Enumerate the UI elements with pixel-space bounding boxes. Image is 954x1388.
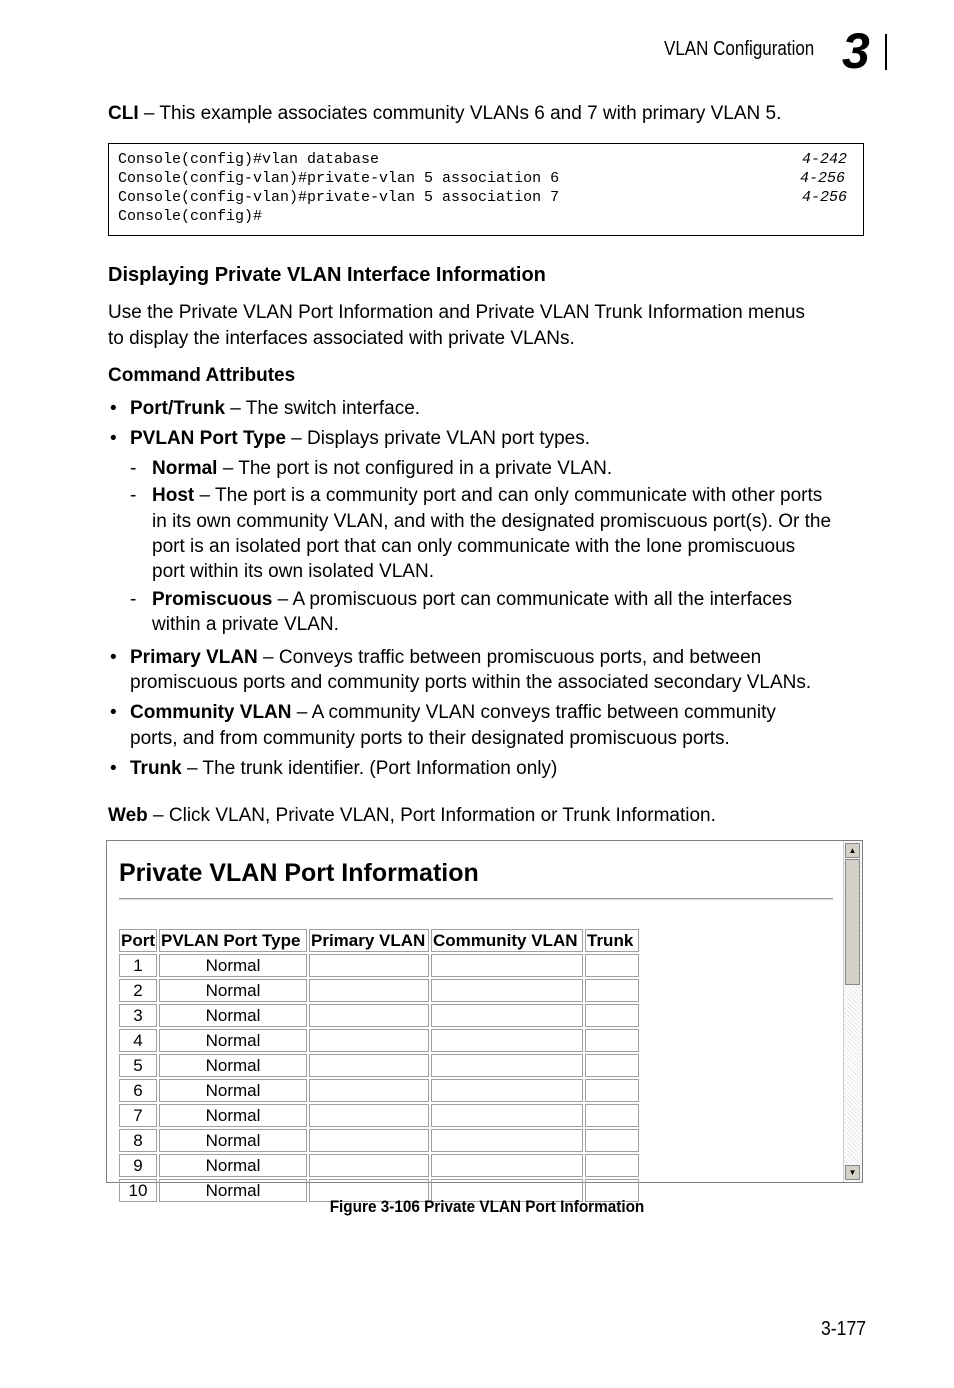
title-divider [119,898,833,900]
attr-desc: – Conveys traffic between promiscuous ports, and between [257,647,762,668]
table-row [119,1004,639,1027]
col-header-primary-vlan: Primary VLAN [309,929,429,952]
table-cell [309,954,429,977]
table-cell [431,954,583,977]
table-cell [431,1079,583,1102]
attr-desc: – Displays private VLAN port types. [285,428,591,449]
table-cell [309,1079,429,1102]
table-cell [431,1154,583,1177]
table-cell [309,979,429,1002]
table-cell [585,1054,639,1077]
table-cell [431,979,583,1002]
col-header-trunk: Trunk [585,929,639,952]
code-line: Console(config-vlan)#private-vlan 5 association 6 [118,170,560,187]
dash-icon: - [130,458,137,479]
attr-term: Promiscuous [152,589,273,610]
code-block [108,143,864,236]
attr-term: Port/Trunk [130,398,226,419]
dash-icon: - [130,589,137,610]
attr-community-line: ports, and from community ports to their designated promiscuous ports. [130,728,730,749]
chapter-number: 3 [842,23,870,79]
table-row [119,1029,639,1052]
table-cell: Normal [159,1104,307,1127]
table-cell: Normal [159,1029,307,1052]
code-line: Console(config-vlan)#private-vlan 5 association 7 [118,189,560,206]
scroll-down-icon[interactable]: ▼ [845,1165,860,1180]
table-cell: Normal [159,1154,307,1177]
table-cell: Normal [159,954,307,977]
table-cell: 5 [119,1054,157,1077]
table-cell: 2 [119,979,157,1002]
attr-term: Host [152,485,195,506]
figure-caption: Figure 3-106 Private VLAN Port Information [329,1197,645,1216]
intro-line-2: to display the interfaces associated with private VLANs. [108,328,575,349]
attr-desc: – A community VLAN conveys traffic between community [291,702,776,723]
attr-promiscuous-line: within a private VLAN. [152,614,339,635]
table-cell: Normal [159,1054,307,1077]
attr-host [152,483,822,509]
section-title: Displaying Private VLAN Interface Information [108,264,546,286]
intro-line-1: Use the Private VLAN Port Information and Private VLAN Trunk Information menus [108,302,805,323]
table-cell [585,954,639,977]
attr-desc: – The switch interface. [225,398,421,419]
table-header-row [119,929,639,952]
cli-text: – This example associates community VLANs 6 and 7 with primary VLAN 5. [138,103,782,124]
table-cell: 4 [119,1029,157,1052]
table-cell [585,1004,639,1027]
web-label: Web [108,805,148,826]
web-text: – Click VLAN, Private VLAN, Port Information or Trunk Information. [147,805,716,826]
code-line: Console(config)# [118,208,263,225]
attr-desc: – The trunk identifier. (Port Information only) [181,758,558,779]
attr-primary-vlan [130,645,761,671]
table-row [119,979,639,1002]
table-cell [585,1104,639,1127]
vertical-scrollbar[interactable] [843,841,862,1182]
attr-primary-line: promiscuous ports and community ports within the associated secondary VLANs. [130,672,812,693]
table-cell: 1 [119,954,157,977]
cli-paragraph [108,101,781,127]
table-cell [309,1104,429,1127]
code-reference: 4-242 [801,151,847,168]
table-cell [431,1104,583,1127]
table-cell: 8 [119,1129,157,1152]
attr-desc: – A promiscuous port can communicate with all the interfaces [272,589,792,610]
table-cell: 7 [119,1104,157,1127]
page-number: 3-177 [821,1318,867,1340]
header-rule [885,34,887,70]
attr-desc: – The port is not configured in a private VLAN. [217,458,613,479]
table-cell: Normal [159,979,307,1002]
code-reference: 4-256 [799,170,845,187]
table-cell [431,1004,583,1027]
bullet-icon: • [110,428,117,449]
table-cell: Normal [159,1079,307,1102]
table-row [119,1054,639,1077]
running-header: VLAN Configuration [664,38,815,60]
table-cell: Normal [159,1129,307,1152]
attr-term: Primary VLAN [130,647,258,668]
table-cell: 3 [119,1004,157,1027]
web-paragraph [108,803,716,829]
table-row [119,1154,639,1177]
attributes-title: Command Attributes [108,365,296,386]
table-cell [585,1129,639,1152]
bullet-icon: • [110,647,117,668]
cli-label: CLI [108,103,139,124]
table-cell [585,1154,639,1177]
table-cell [585,979,639,1002]
attr-trunk [130,756,557,782]
table-cell [431,1054,583,1077]
attr-normal [152,456,612,482]
table-cell [585,1079,639,1102]
attr-desc: – The port is a community port and can only communicate with other ports [194,485,823,506]
code-reference: 4-256 [801,189,847,206]
attr-host-line: port within its own isolated VLAN. [152,561,434,582]
port-info-table [117,927,641,1204]
attr-term: Normal [152,458,218,479]
table-cell: 10 [119,1179,157,1202]
table-row [119,954,639,977]
attr-community-vlan [130,700,776,726]
screen-title: Private VLAN Port Information [119,859,479,887]
table-cell [309,1054,429,1077]
bullet-icon: • [110,758,117,779]
attr-port-trunk [130,396,420,422]
table-cell [309,1129,429,1152]
attr-promiscuous [152,587,792,613]
attr-term: Community VLAN [130,702,292,723]
table-cell [309,1004,429,1027]
table-cell [309,1029,429,1052]
table-row [119,1079,639,1102]
table-cell: Normal [159,1004,307,1027]
attr-host-line: port is an isolated port that can only communicate with the lone promiscuous [152,536,796,557]
bullet-icon: • [110,398,117,419]
table-cell [309,1154,429,1177]
table-cell [585,1029,639,1052]
table-cell: 6 [119,1079,157,1102]
table-cell [431,1129,583,1152]
bullet-icon: • [110,702,117,723]
scroll-thumb[interactable] [845,859,860,985]
attr-term: PVLAN Port Type [130,428,286,449]
dash-icon: - [130,485,137,506]
col-header-pvlan-type: PVLAN Port Type [159,929,307,952]
col-header-community-vlan: Community VLAN [431,929,583,952]
code-line: Console(config)#vlan database [118,151,380,168]
table-row [119,1129,639,1152]
attr-pvlan-type [130,426,590,452]
attr-term: Trunk [130,758,182,779]
table-cell: 9 [119,1154,157,1177]
table-row [119,1104,639,1127]
table-cell: Normal [159,1179,307,1202]
col-header-port: Port [119,929,157,952]
table-body [119,954,639,1202]
scroll-up-icon[interactable]: ▲ [845,843,860,858]
private-vlan-port-screenshot [106,840,863,1200]
attr-host-line: in its own community VLAN, and with the designated promiscuous port(s). Or the [152,511,832,532]
table-cell [431,1029,583,1052]
